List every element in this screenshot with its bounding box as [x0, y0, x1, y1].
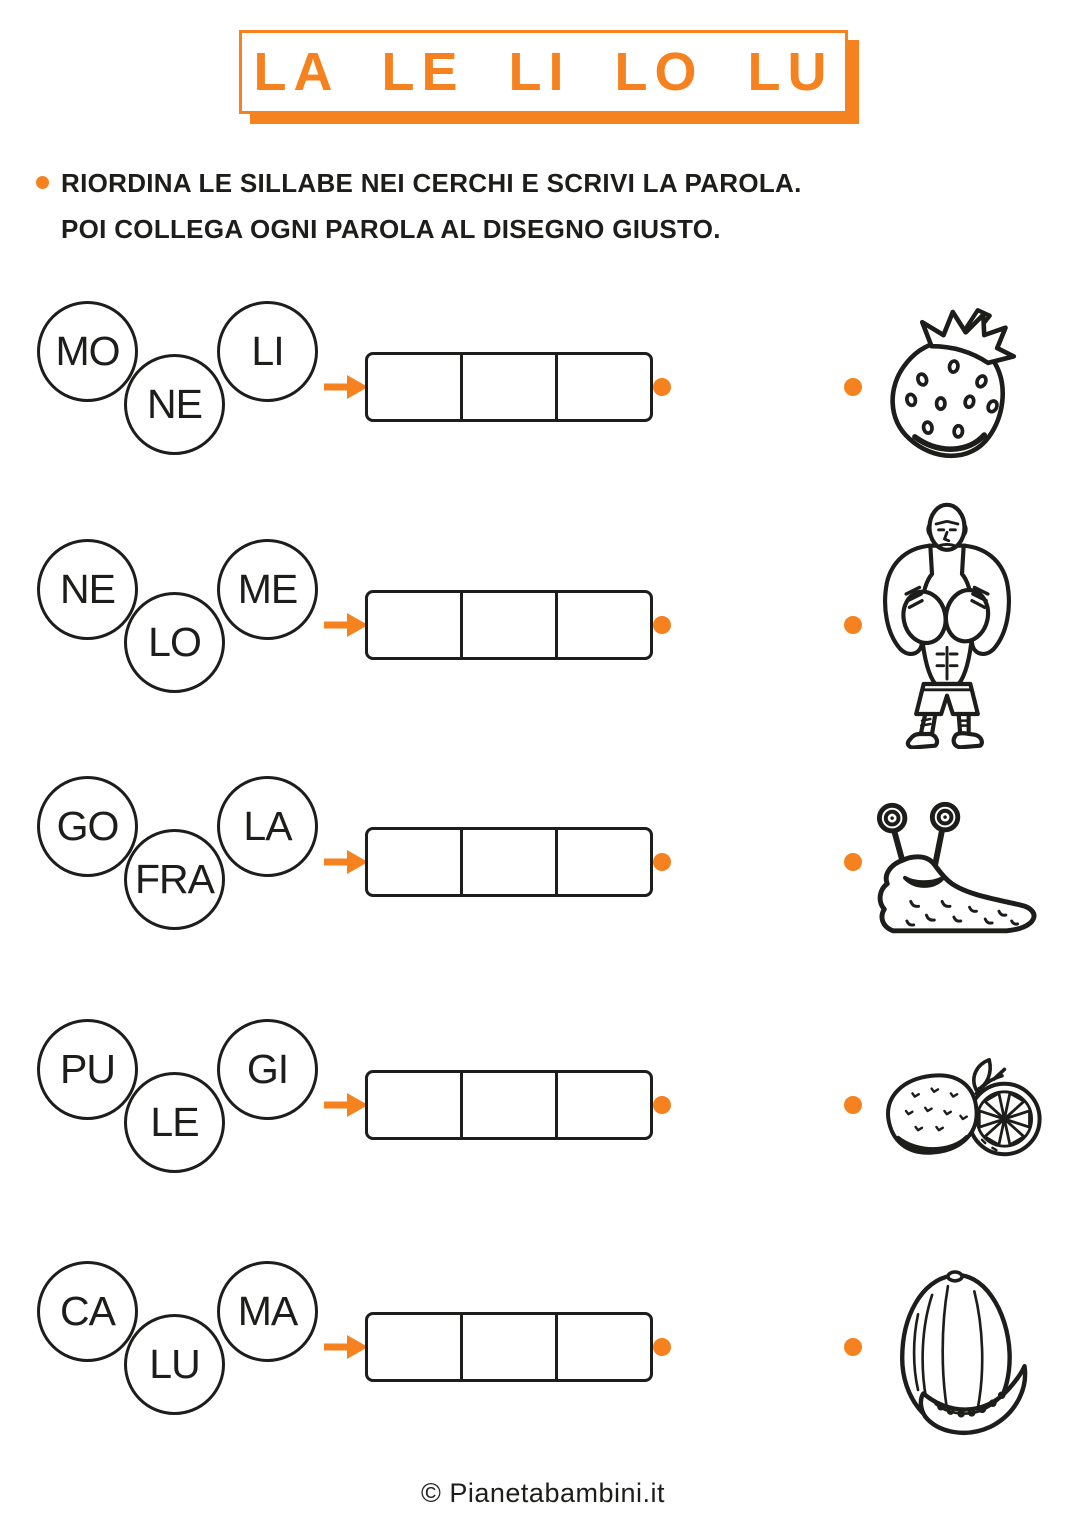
answer-cell[interactable] — [460, 355, 555, 419]
answer-cell[interactable] — [555, 355, 650, 419]
answer-boxes[interactable] — [365, 827, 653, 897]
syllable-label: NE — [60, 566, 115, 612]
exercise-row-5 — [0, 1267, 1086, 1427]
syllable-label: LA — [243, 803, 292, 849]
syllable-circle[interactable] — [124, 1314, 225, 1415]
syllable-circle[interactable] — [37, 1019, 138, 1120]
syllable-circle[interactable] — [217, 776, 318, 877]
instruction-line-2: POI COLLEGA OGNI PAROLA AL DISEGNO GIUSTO. — [61, 214, 721, 244]
connector-dot-image[interactable] — [844, 1338, 862, 1356]
connector-dot-word[interactable] — [653, 1338, 671, 1356]
syllable-circle[interactable] — [37, 539, 138, 640]
syllable-circle[interactable] — [37, 1261, 138, 1362]
boxer-image — [868, 499, 1026, 749]
syllable-circle[interactable] — [217, 539, 318, 640]
syllable-label: FRA — [135, 856, 214, 902]
syllable-circle[interactable] — [217, 1261, 318, 1362]
arrow-right-icon — [324, 848, 368, 876]
instructions-block — [36, 160, 802, 252]
answer-cell[interactable] — [368, 593, 460, 657]
footer-credit — [0, 1478, 1086, 1509]
syllable-label: LU — [149, 1341, 200, 1387]
answer-cell[interactable] — [555, 1315, 650, 1379]
syllable-circle[interactable] — [37, 776, 138, 877]
exercise-row-2 — [0, 545, 1086, 705]
connector-dot-image[interactable] — [844, 378, 862, 396]
answer-cell[interactable] — [368, 1315, 460, 1379]
answer-boxes[interactable] — [365, 1312, 653, 1382]
answer-cell[interactable] — [460, 1073, 555, 1137]
syllable-circle[interactable] — [124, 829, 225, 930]
answer-cell[interactable] — [555, 830, 650, 894]
exercise-row-3 — [0, 782, 1086, 942]
connector-dot-word[interactable] — [653, 616, 671, 634]
connector-dot-word[interactable] — [653, 1096, 671, 1114]
answer-cell[interactable] — [555, 593, 650, 657]
syllable-label: NE — [147, 381, 202, 427]
arrow-right-icon — [324, 373, 368, 401]
answer-cell[interactable] — [460, 830, 555, 894]
syllable-circle[interactable] — [37, 301, 138, 402]
syllable-circle[interactable] — [124, 1072, 225, 1173]
syllable-label: LO — [148, 619, 201, 665]
exercise-row-1 — [0, 307, 1086, 467]
answer-cell[interactable] — [368, 355, 460, 419]
bullet-icon — [36, 176, 49, 189]
answer-boxes[interactable] — [365, 590, 653, 660]
connector-dot-word[interactable] — [653, 853, 671, 871]
arrow-right-icon — [324, 1333, 368, 1361]
syllable-label: CA — [60, 1288, 115, 1334]
snail-image — [850, 796, 1046, 946]
syllable-label: GI — [246, 1046, 289, 1092]
syllable-label: MO — [55, 328, 120, 374]
syllable-label: MA — [237, 1288, 298, 1334]
syllable-label: LI — [251, 328, 284, 374]
syllable-label: PU — [60, 1046, 115, 1092]
footer-text: © Pianetabambini.it — [420, 1478, 666, 1508]
answer-cell[interactable] — [368, 830, 460, 894]
syllable-label: LE — [150, 1099, 199, 1145]
strawberry-image — [876, 307, 1024, 465]
melon-image — [872, 1265, 1038, 1441]
syllable-label: ME — [237, 566, 298, 612]
title-banner — [239, 30, 848, 114]
lemon-image — [858, 1047, 1058, 1167]
syllable-circle[interactable] — [217, 1019, 318, 1120]
arrow-right-icon — [324, 1091, 368, 1119]
syllable-label: GO — [56, 803, 119, 849]
arrow-right-icon — [324, 611, 368, 639]
answer-cell[interactable] — [555, 1073, 650, 1137]
syllable-circle[interactable] — [124, 592, 225, 693]
instruction-line-1: RIORDINA LE SILLABE NEI CERCHI E SCRIVI LA PAROLA. — [61, 168, 802, 198]
answer-cell[interactable] — [368, 1073, 460, 1137]
page-title: LA LE LI LO LU — [253, 42, 834, 102]
syllable-circle[interactable] — [217, 301, 318, 402]
connector-dot-image[interactable] — [844, 616, 862, 634]
connector-dot-word[interactable] — [653, 378, 671, 396]
answer-cell[interactable] — [460, 593, 555, 657]
answer-boxes[interactable] — [365, 352, 653, 422]
syllable-circle[interactable] — [124, 354, 225, 455]
answer-cell[interactable] — [460, 1315, 555, 1379]
answer-boxes[interactable] — [365, 1070, 653, 1140]
exercise-row-4 — [0, 1025, 1086, 1185]
